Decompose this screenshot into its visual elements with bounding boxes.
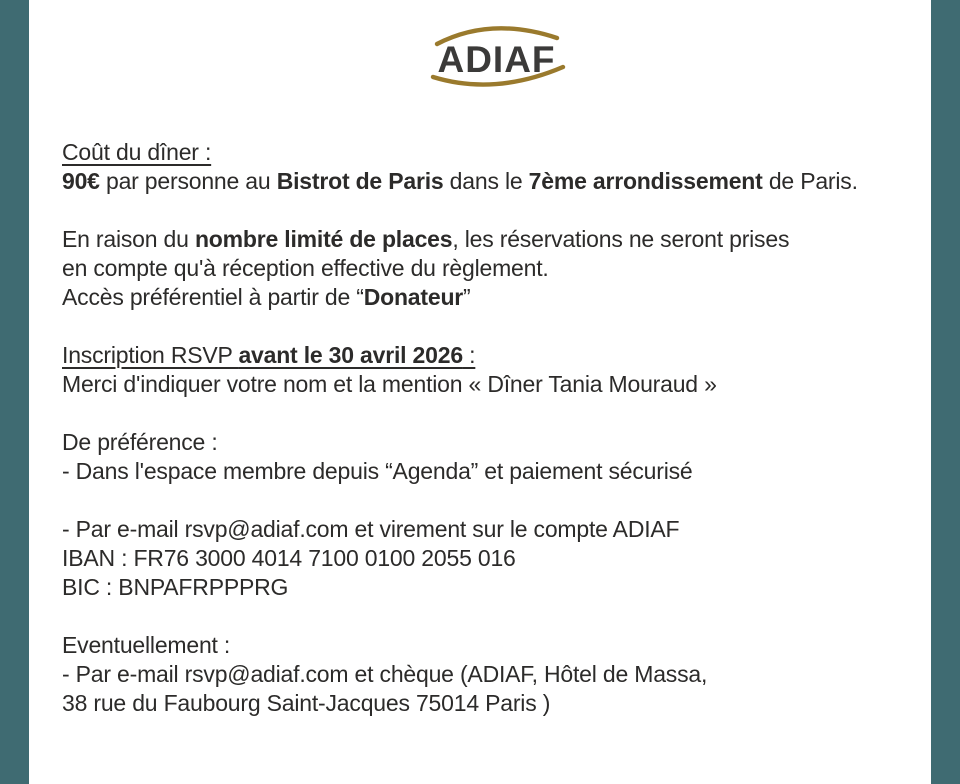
section-reservation <box>62 225 931 312</box>
right-border-strip <box>931 0 960 784</box>
left-border-strip <box>0 0 29 784</box>
adiaf-logo <box>417 8 577 94</box>
section-transfer <box>62 515 931 602</box>
logo-text: ADIAF <box>437 39 556 80</box>
rsvp-line: Merci d'indiquer votre nom et la mention « Dîner Tania Mouraud » <box>62 371 717 397</box>
section-preference <box>62 428 931 486</box>
section-rsvp <box>62 341 931 399</box>
reservation-line-3: Accès préférentiel à partir de “Donateur” <box>62 284 471 310</box>
transfer-iban-line: IBAN : FR76 3000 4014 7100 0100 2055 016 <box>62 545 516 571</box>
section-cheque <box>62 631 931 718</box>
section-cost <box>62 138 931 196</box>
reservation-line-2: en compte qu'à réception effective du règlement. <box>62 255 549 281</box>
cheque-line-1: - Par e-mail rsvp@adiaf.com et chèque (ADIAF, Hôtel de Massa, <box>62 661 708 687</box>
transfer-bic-line: BIC : BNPAFRPPPRG <box>62 574 289 600</box>
preference-heading: De préférence : <box>62 429 218 455</box>
cost-line: 90€ par personne au Bistrot de Paris dans le 7ème arrondissement de Paris. <box>62 168 858 194</box>
cheque-line-2: 38 rue du Faubourg Saint-Jacques 75014 Paris ) <box>62 690 551 716</box>
rsvp-heading: Inscription RSVP avant le 30 avril 2026 : <box>62 342 476 368</box>
cheque-heading: Eventuellement : <box>62 632 231 658</box>
content-area <box>29 0 931 784</box>
preference-line: - Dans l'espace membre depuis “Agenda” et paiement sécurisé <box>62 458 693 484</box>
transfer-email-line: - Par e-mail rsvp@adiaf.com et virement sur le compte ADIAF <box>62 516 680 542</box>
cost-heading: Coût du dîner : <box>62 139 212 165</box>
body-text <box>62 138 931 718</box>
reservation-line-1: En raison du nombre limité de places, les réservations ne seront prises <box>62 226 790 252</box>
